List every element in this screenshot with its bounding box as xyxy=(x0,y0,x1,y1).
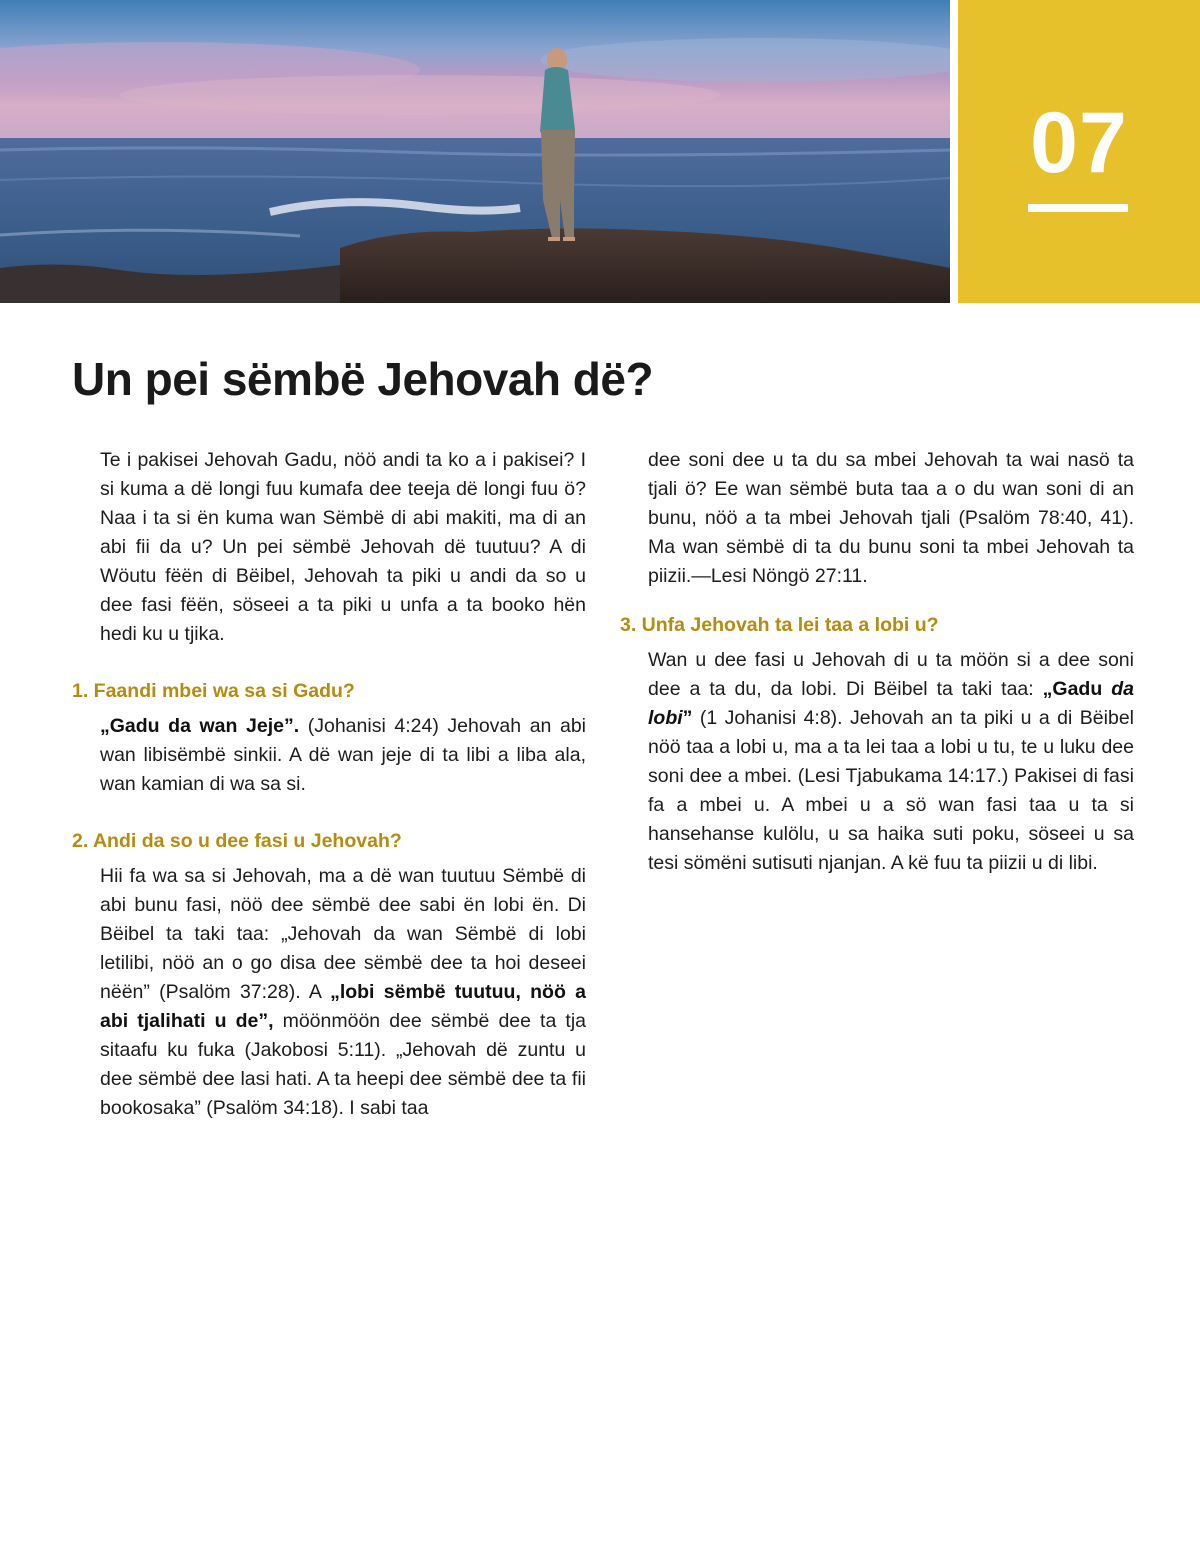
intro-paragraph: Te i pakisei Jehovah Gadu, nöö andi ta ko a i pakisei? I si kuma a dë longi fuu kumafa dee teeja dë longi fuu ö? Naa i ta si ën kuma wan Sëmbë di abi makiti, ma di an abi fii da u? Un pei sëmbë Jehovah dë tuutuu? A di Wöutu fëën di Bëibel, Jehovah ta piki u andi da so u dee fasi fëën, söseei a ta piki u unfa a ta booko hën hedi ku u tjika. xyxy=(100,449,586,645)
section-3-body-a: Wan u dee fasi u Jehovah di u ta möön si a dee soni dee a ta du, da lobi. Di Bëibel ta taki taa: xyxy=(648,649,1134,700)
section-2-body-a: Hii fa wa sa si Jehovah, ma a dë wan tuutuu Sëmbë di abi bunu fasi, nöö dee sëmbë dee sabi ën lobi ën. Di Bëibel ta taki taa: „Jehovah da wan Sëmbë di lobi letilibi, nöö an o go disa dee sëmbë dee ta hoi deseei nëën” (Psalöm 37:28). A xyxy=(100,865,586,1003)
section-2-body-b-right: dee soni dee u ta du sa mbei Jehovah ta wai nasö ta tjali ö? Ee wan sëmbë buta taa a o du wan soni di an bunu, nöö a ta mbei Jehovah tjali (Psalöm 78:40, 41). Ma wan sëmbë di ta du bunu soni ta mbei Jehovah ta piizii.—Lesi Nöngö 27:11. xyxy=(648,449,1134,587)
section-2-paragraph-part-1 xyxy=(72,862,586,1123)
section-3-bold-a: „Gadu xyxy=(1042,678,1112,700)
page-title: Un pei sëmbë Jehovah dë? xyxy=(72,353,654,405)
section-2-heading: 2. Andi da so u dee fasi u Jehovah? xyxy=(72,830,402,852)
section-2-body-b-left: möönmöön dee sëmbë dee ta tja sitaafu ku fuka (Jakobosi 5:11). „Jehovah dë zuntu u dee sëmbë dee lasi hati. A ta heepi dee sëmbë dee ta fii bookosaka” (Psalöm 34:18). I sabi taa xyxy=(100,1010,586,1119)
hero-photo xyxy=(0,0,950,303)
section-3-bold-italic: da lobi xyxy=(648,678,1134,729)
section-2-bold-quote: „lobi sëmbë tuutuu, nöö a abi tjalihati u de”, xyxy=(100,981,586,1032)
chapter-number-underline xyxy=(1028,204,1128,212)
section-3-heading: 3. Unfa Jehovah ta lei taa a lobi u? xyxy=(620,614,939,636)
section-1-paragraph xyxy=(72,712,586,799)
section-3-paragraph xyxy=(620,646,1134,878)
section-1-bold-quote: „Gadu da wan Jeje”. xyxy=(100,715,300,737)
section-2-paragraph-part-2 xyxy=(620,446,1134,591)
column-left xyxy=(72,446,586,1137)
section-3-body-b: (1 Johanisi 4:8). Jehovah an ta piki u a di Bëibel nöö taa a lobi u, ma a ta lei taa a lobi u tu, te u luku dee soni dee a mbei. (Lesi Tjabukama 14:17.) Pakisei di fasi fa a mbei u. A mbei u a sö wan fasi taa u ta si hansehanse kulölu, u sa haika suti poku, söseei u sa tesi sömëni sutisuti njanjan. A kë fuu ta piizii u di libi. xyxy=(648,707,1134,874)
column-right xyxy=(620,446,1134,892)
section-3-bold-b: ” xyxy=(682,707,693,729)
sea-photo-illustration xyxy=(0,0,950,303)
section-1-body: (Johanisi 4:24) Jehovah an abi wan libisëmbë sinkii. A dë wan jeje di ta libi a liba ala, wan kamian di wa sa si. xyxy=(100,715,587,795)
section-1-heading: 1. Faandi mbei wa sa si Gadu? xyxy=(72,680,355,702)
chapter-number: 07 xyxy=(1030,95,1128,191)
chapter-badge xyxy=(958,0,1200,303)
